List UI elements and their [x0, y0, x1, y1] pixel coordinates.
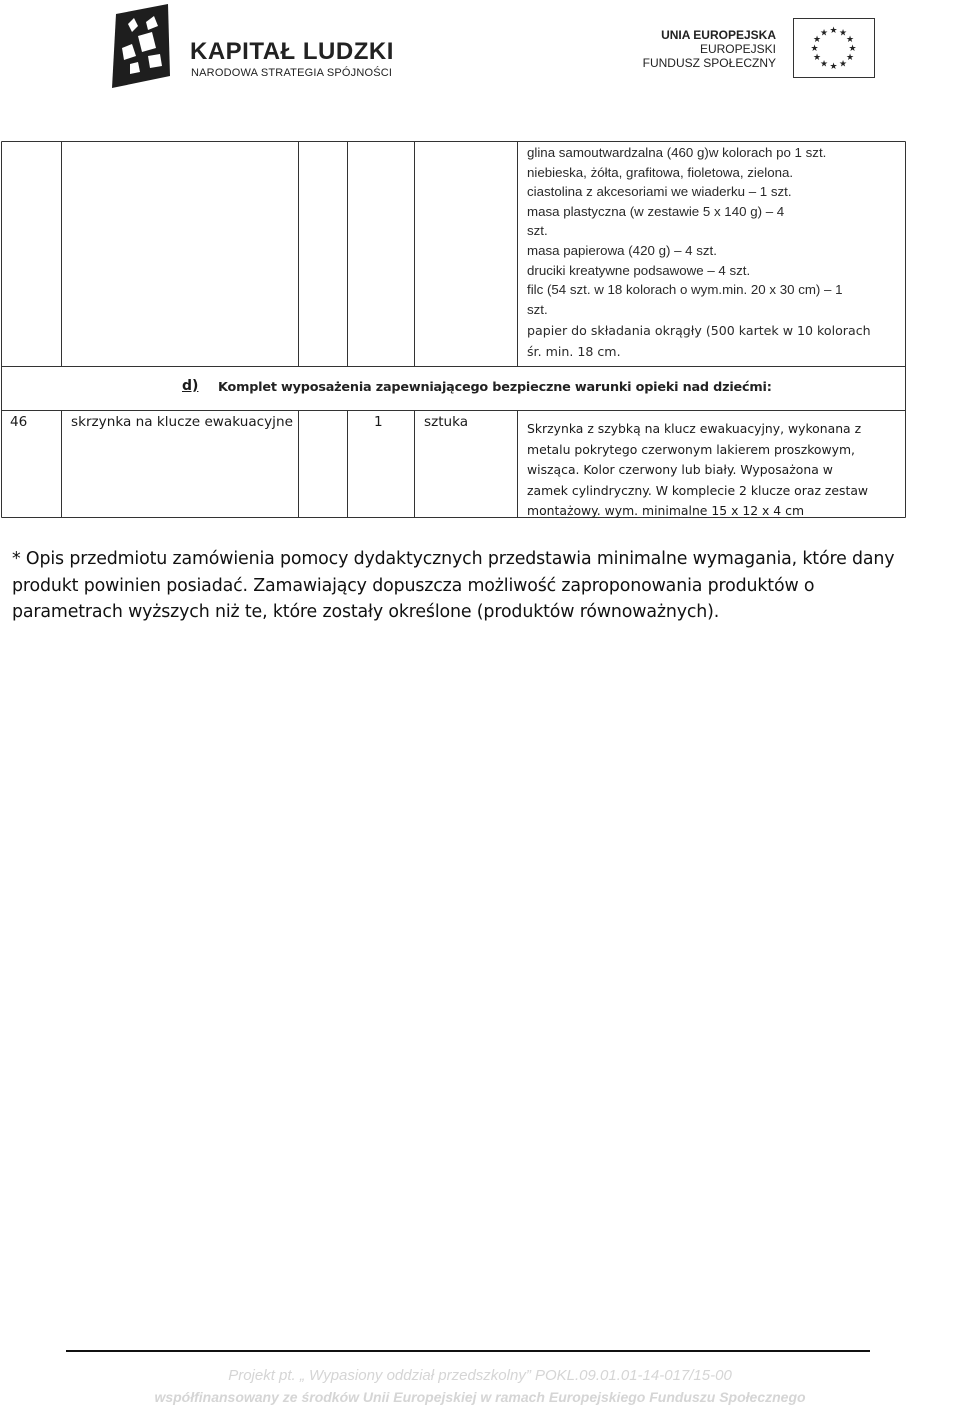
- description-line: niebieska, żółta, grafitowa, fioletowa, zielona.: [527, 164, 794, 180]
- description-line: metalu pokrytego czerwonym lakierem proszkowym,: [527, 441, 855, 457]
- description-line: wisząca. Kolor czerwony lub biały. Wyposażona w: [527, 462, 833, 478]
- description-line: masa plastyczna (w zestawie 5 x 140 g) – 4: [527, 203, 785, 219]
- kapital-ludzki-title: KAPITAŁ LUDZKI: [190, 38, 394, 65]
- kapital-ludzki-subtitle: NARODOWA STRATEGIA SPÓJNOŚCI: [191, 67, 393, 79]
- svg-text:★: ★: [838, 59, 848, 70]
- row-number: 46: [10, 414, 28, 430]
- description-line: glina samoutwardzalna (460 g)w kolorach po 1 szt.: [527, 145, 827, 160]
- svg-text:★: ★: [829, 62, 838, 72]
- description-line: zamek cylindryczny. W komplecie 2 klucze oraz zestaw: [527, 482, 869, 498]
- footer-cofinancing: współfinansowany ze środków Unii Europejskiej w ramach Europejskiego Funduszu Społecznego: [154, 1389, 806, 1405]
- note-line: * Opis przedmiotu zamówienia pomocy dydaktycznych przedstawia minimalne wymagania, które dany: [12, 549, 895, 569]
- description-line: druciki kreatywne podsawowe – 4 szt.: [527, 262, 751, 278]
- row-description: [527, 419, 868, 522]
- continued-row-description-2: [527, 320, 871, 362]
- eu-logo-line3: FUNDUSZ SPOŁECZNY: [642, 56, 776, 70]
- svg-text:★: ★: [819, 28, 829, 39]
- continued-row-description: [527, 143, 843, 319]
- description-line: montażowy. wym. minimalne 15 x 12 x 4 cm: [527, 503, 805, 519]
- svg-text:★: ★: [812, 53, 822, 63]
- section-title: Komplet wyposażenia zapewniającego bezpieczne warunki opieki nad dziećmi:: [218, 380, 772, 395]
- svg-text:★: ★: [812, 35, 822, 45]
- description-line: szt.: [527, 301, 548, 317]
- description-line: masa papierowa (420 g) – 4 szt.: [527, 242, 717, 258]
- footer-project-title: Projekt pt. „ Wypasiony oddział przedszkolny” POKL.09.01.01-14-017/15-00: [228, 1367, 732, 1384]
- description-line: filc (54 szt. w 18 kolorach o wym.min. 20 x 30 cm) – 1: [527, 282, 843, 298]
- description-line: papier do składania okrągły (500 kartek w 10 kolorach: [527, 323, 871, 338]
- note-line: parametrach wyższych niż te, które zostały określone (produktów równoważnych).: [12, 602, 720, 622]
- requirements-note: [12, 546, 942, 626]
- svg-text:★: ★: [838, 28, 848, 39]
- row-quantity: 1: [374, 414, 383, 430]
- svg-text:★: ★: [829, 26, 838, 36]
- description-line: szt.: [527, 223, 548, 239]
- description-line: śr. min. 18 cm.: [527, 344, 621, 359]
- row-unit: sztuka: [424, 414, 469, 430]
- row-item-name: skrzynka na klucze ewakuacyjne: [71, 414, 293, 430]
- description-line: ciastolina z akcesoriami we wiaderku – 1 szt.: [527, 184, 792, 200]
- footer-divider: [66, 1350, 870, 1352]
- svg-text:★: ★: [848, 44, 857, 54]
- note-line: produkt powinien posiadać. Zamawiający dopuszcza możliwość zaproponowania produktów o: [12, 575, 815, 596]
- svg-text:★: ★: [845, 35, 855, 45]
- svg-text:★: ★: [845, 53, 855, 63]
- svg-text:★: ★: [819, 59, 829, 70]
- eu-logo-line1: UNIA EUROPEJSKA: [661, 28, 776, 42]
- eu-logo-line2: EUROPEJSKI: [699, 42, 776, 56]
- svg-text:★: ★: [810, 44, 819, 54]
- description-line: Skrzynka z szybką na klucz ewakuacyjny, wykonana z: [527, 421, 862, 436]
- section-letter: d): [182, 378, 199, 394]
